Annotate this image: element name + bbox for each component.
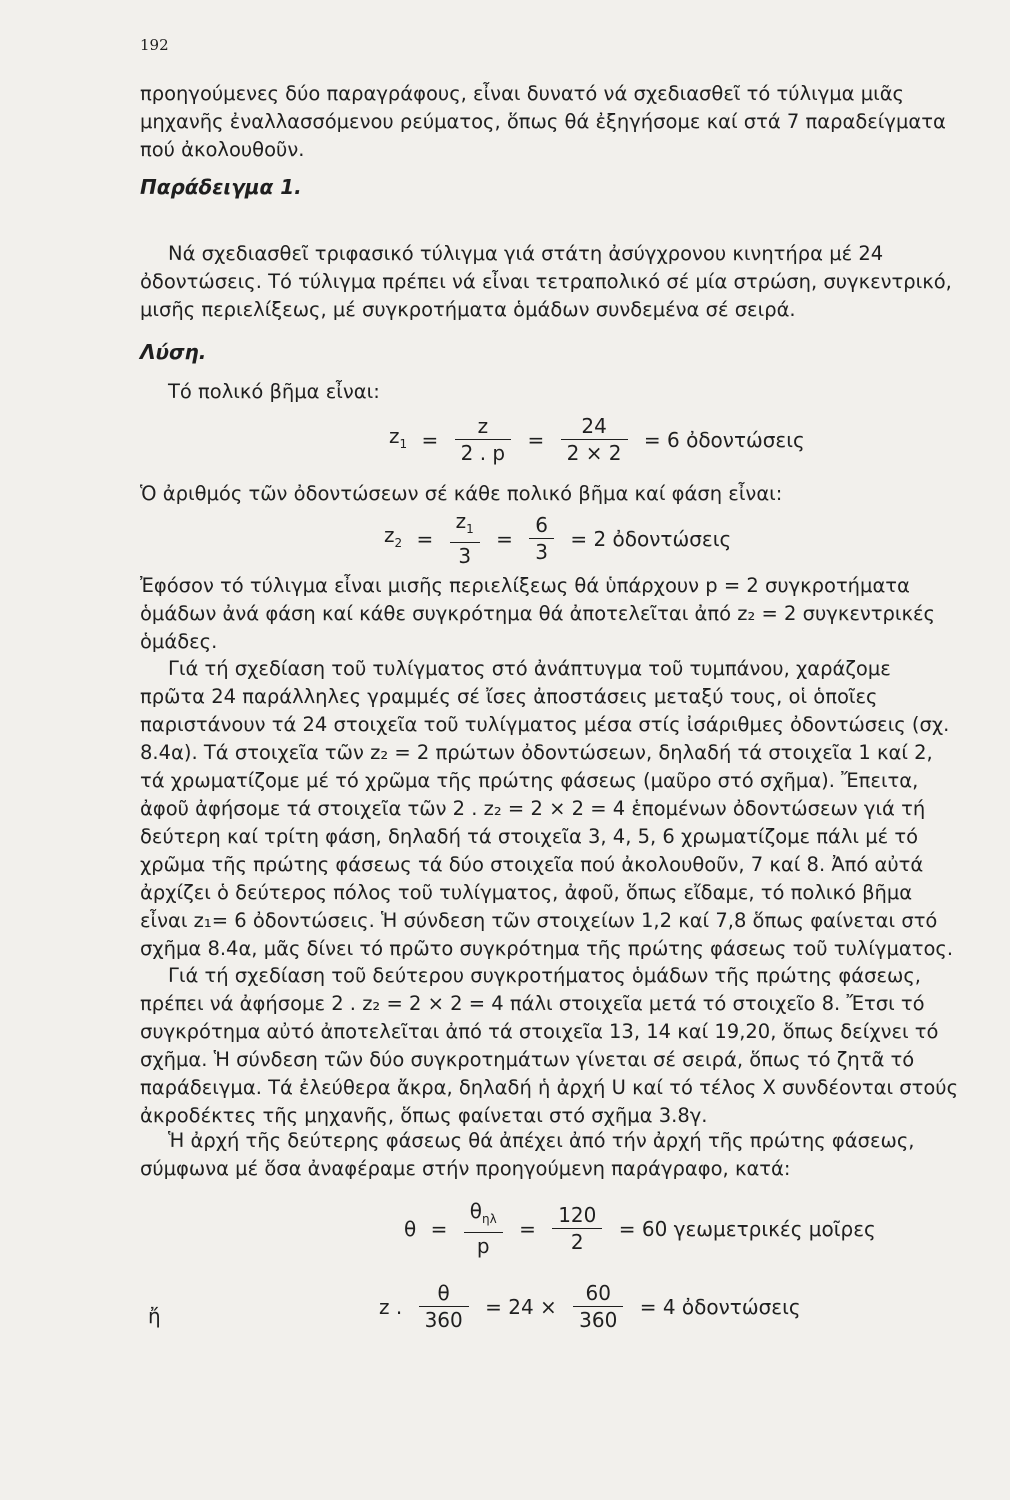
eq1-equals: = (421, 427, 439, 452)
eq3-fraction-1: $\frac{\theta_{\eta\lambda}}{p}$ (464, 1200, 503, 1257)
eq3-result: = 60 γεωμετρικές μοῖρες (618, 1216, 876, 1241)
eq4-fraction-2: $\frac{60}{360}$ (573, 1282, 623, 1331)
or-word: ἤ (148, 1304, 161, 1328)
eq4-lhs: z . (379, 1294, 403, 1319)
page-number: 192 (140, 36, 169, 54)
eq1-fraction-1: $\frac{z}{2 . p}$ (455, 415, 512, 464)
para-since: Ἐφόσον τό τύλιγμα εἶναι μισῆς περιελίξεως θά ὑπάρχουν p = 2 συγκροτήματα ὁμάδων ἀνά φάση καί κάθε συγκρότημα θά ἀποτελεῖται ἀπό z₂ = 2 συγκεντρικές ὁμάδες. (140, 574, 935, 653)
eq2-fraction-1: $\frac{z_1}{3}$ (450, 510, 480, 567)
equation-teeth-per-phase (380, 510, 735, 567)
equation-theta (400, 1200, 880, 1257)
eq1-result: = 6 ὀδοντώσεις (643, 427, 805, 452)
example-heading: Παράδειγμα 1. (140, 175, 302, 199)
eq3-equals-2: = (519, 1216, 536, 1241)
eq2-equals-2: = (496, 526, 513, 551)
eq4-result: = 4 ὀδοντώσεις (639, 1294, 801, 1319)
eq2-equals: = (416, 526, 434, 551)
eq2-lhs: $z_2$ (384, 522, 403, 550)
eq2-fraction-2: $\frac{6}{3}$ (529, 514, 554, 563)
para-design-1: Γιά τή σχεδίαση τοῦ τυλίγματος στό ἀνάπτυγμα τοῦ τυμπάνου, χαράζομε πρῶτα 24 παράλληλες γραμμές σέ ἴσες ἀποστάσεις μεταξύ τους, οἱ ὁποῖες παριστάνουν τά 24 στοιχεῖα τοῦ τυλίγματος μέσα στίς ἰσάριθμες ὀδοντώσεις (σχ. 8.4α). Τά στοιχεῖα τῶν z₂ = 2 πρώτων ὀδοντώσεων, δηλαδή τά στοιχεῖα 1 καί 2, τά χρωματίζομε μέ τό χρῶμα τῆς πρώτης φάσεως (μαῦρο στό σχῆμα). Ἔπειτα, ἀφοῦ ἀφήσομε τά στοιχεῖα τῶν 2 . z₂ = 2 × 2 = 4 ἑπομένων ὀδοντώσεων γιά τή δεύτερη καί τρίτη φάση, δηλαδή τά στοιχεῖα 3, 4, 5, 6 χρωματίζομε πάλι μέ τό χρῶμα τῆς πρώτης φάσεως τά δύο στοιχεῖα πού ἀκολουθοῦν, 7 καί 8. Ἀπό αὐτά ἀρχίζει ὁ δεύτερος πόλος τοῦ τυλίγματος, ἀφοῦ, ὅπως εἴδαμε, τό πολικό βῆμα εἶναι z₁= 6 ὀδοντώσεις. Ἡ σύνδεση τῶν στοιχείων 1,2 καί 7,8 ὅπως φαίνεται στό σχῆμα 8.4α, μᾶς δίνει τό πρῶτο συγκρότημα τῆς πρώτης φάσεως τοῦ τυλίγματος. (140, 657, 954, 960)
intro-paragraph: προηγούμενες δύο παραγράφους, εἶναι δυνατό νά σχεδιασθεῖ τό τύλιγμα μιᾶς μηχανῆς ἐναλλασσόμενου ρεύματος, ὅπως θά ἐξηγήσομε καί στά 7 παραδείγματα πού ἀκολουθοῦν. (140, 82, 946, 161)
solution-heading: Λύση. (140, 340, 207, 364)
para-phase-2: Ἡ ἀρχή τῆς δεύτερης φάσεως θά ἀπέχει ἀπό τήν ἀρχή τῆς πρώτης φάσεως, σύμφωνα μέ ὅσα ἀναφέραμε στήν προηγούμενη παράγραφο, κατά: (140, 1129, 915, 1180)
example-statement: Νά σχεδιασθεῖ τριφασικό τύλιγμα γιά στάτη ἀσύγχρονου κινητήρα μέ 24 ὀδοντώσεις. Τό τύλιγμα πρέπει νά εἶναι τετραπολικό σέ μία στρώση, συγκεντρικό, μισῆς περιελίξεως, μέ συγκροτήματα ὁμάδων συνδεμένα σέ σειρά. (140, 242, 952, 321)
eq3-equals: = (430, 1216, 448, 1241)
para-design-2: Γιά τή σχεδίαση τοῦ δεύτερου συγκροτήματος ὁμάδων τῆς πρώτης φάσεως, πρέπει νά ἀφήσομε 2 . z₂ = 2 × 2 = 4 πάλι στοιχεῖα μετά τό στοιχεῖο 8. Ἔτσι τό συγκρότημα αὐτό ἀποτελεῖται ἀπό τά στοιχεῖα 13, 14 καί 19,20, ὅπως δείχνει τό σχῆμα. Ἡ σύνδεση τῶν δύο συγκροτημάτων γίνεται σέ σειρά, ὅπως τό ζητᾶ τό παράδειγμα. Τά ἐλεύθερα ἄκρα, δηλαδή ἡ ἀρχή U καί τό τέλος X συνδέονται στούς ἀκροδέκτες τῆς μηχανῆς, ὅπως φαίνεται στό σχῆμα 3.8γ. (140, 964, 959, 1127)
eq3-fraction-2: $\frac{120}{2}$ (552, 1204, 602, 1253)
eq3-lhs: θ (404, 1216, 417, 1241)
pole-pitch-text: Τό πολικό βῆμα εἶναι: (168, 380, 380, 403)
eq1-fraction-2: $\frac{24}{2 \times 2}$ (561, 415, 628, 464)
eq1-lhs: $z_1$ (389, 423, 408, 451)
eq4-mid: = 24 × (485, 1294, 557, 1319)
eq2-result: = 2 ὀδοντώσεις (570, 526, 732, 551)
equation-teeth-offset (375, 1282, 805, 1331)
equation-pole-pitch (385, 415, 809, 464)
eq1-equals-2: = (527, 427, 545, 452)
eq4-fraction-1: $\frac{\theta}{360}$ (419, 1282, 469, 1331)
teeth-text: Ὁ ἀριθμός τῶν ὀδοντώσεων σέ κάθε πολικό βῆμα καί φάση εἶναι: (140, 482, 783, 505)
